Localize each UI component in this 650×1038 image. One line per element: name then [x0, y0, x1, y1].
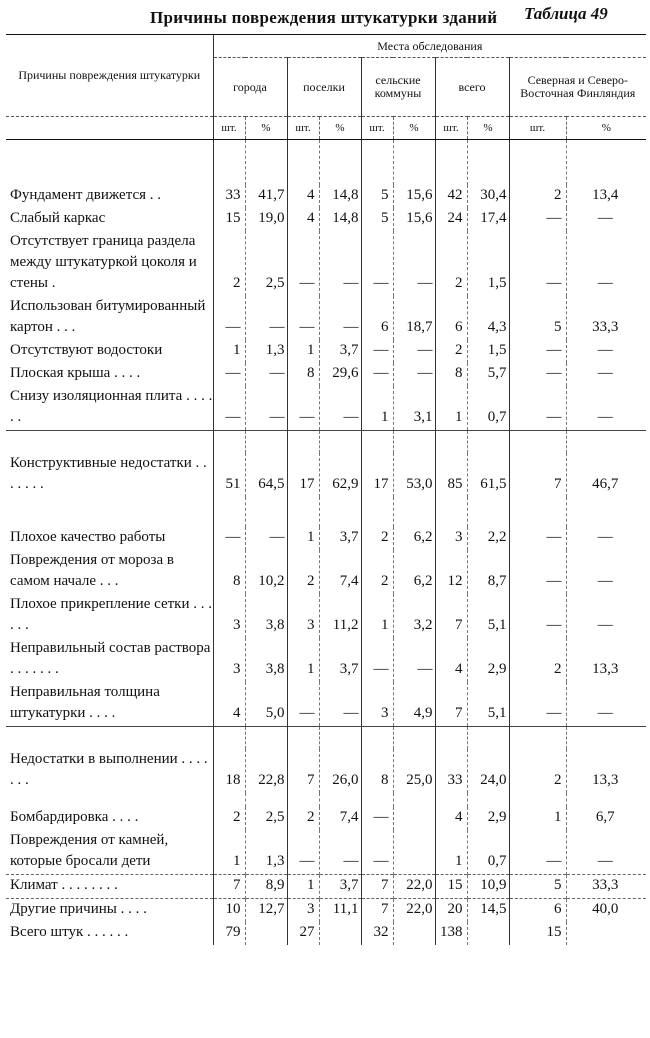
cell-percent: 3,7	[319, 527, 361, 550]
cell-count: —	[509, 231, 566, 296]
table-row	[6, 550, 646, 594]
spacer-row	[6, 497, 646, 527]
row-label: Снизу изоляционная плита . . . . . .	[10, 388, 213, 425]
row-label: Всего штук . . . . . .	[10, 924, 129, 940]
header-reason-spacer	[6, 117, 213, 140]
cell-percent: —	[393, 340, 435, 363]
cell-percent: 33,3	[566, 875, 646, 899]
cell-percent: 8,7	[467, 550, 509, 594]
cell-count: 1	[287, 875, 319, 899]
cell-percent: 5,1	[467, 594, 509, 638]
header-group-cities: города	[213, 58, 287, 117]
cell-count: 1	[287, 527, 319, 550]
cell-count: —	[287, 296, 319, 340]
cell-percent: 18,7	[393, 296, 435, 340]
table-row	[6, 340, 646, 363]
table-row	[6, 185, 646, 208]
cell-count: 8	[213, 550, 245, 594]
cell-percent: 1,5	[467, 231, 509, 296]
table-row	[6, 363, 646, 386]
cell-percent: 2,9	[467, 638, 509, 682]
row-label: Отсутствуют водостоки	[10, 342, 163, 358]
cell-count: 24	[435, 208, 467, 231]
cell-count: 3	[287, 899, 319, 923]
cell-count: —	[287, 231, 319, 296]
cell-percent: 4,9	[393, 682, 435, 727]
cell-percent: —	[566, 231, 646, 296]
cell-percent	[393, 807, 435, 830]
cell-percent: 14,5	[467, 899, 509, 923]
cell-count: 4	[287, 208, 319, 231]
row-label: Другие причины . . . .	[6, 899, 213, 923]
cell-percent: 13,4	[566, 185, 646, 208]
cell-count: 1	[287, 638, 319, 682]
cell-percent: 0,7	[467, 386, 509, 431]
cell-count: —	[287, 830, 319, 875]
cell-percent: 24,0	[467, 749, 509, 793]
table-row	[6, 386, 646, 431]
cell-count: —	[287, 682, 319, 727]
cell-percent: 4,3	[467, 296, 509, 340]
cell-count: 15	[509, 922, 566, 945]
table-row	[6, 638, 646, 682]
cell-count: —	[509, 340, 566, 363]
unit-count: шт.	[509, 117, 566, 140]
cell-count: 17	[361, 453, 393, 497]
cell-count: 10	[213, 899, 245, 923]
cell-percent: 6,2	[393, 550, 435, 594]
table-row	[6, 682, 646, 727]
table-row	[6, 899, 646, 923]
cell-percent: —	[566, 550, 646, 594]
cell-count: 3	[361, 682, 393, 727]
cell-percent: 10,2	[245, 550, 287, 594]
row-label: Плоская крыша . . . .	[10, 365, 141, 381]
row-label: Климат . . . . . . . .	[6, 875, 213, 899]
cell-percent: 3,7	[319, 340, 361, 363]
cell-count: —	[213, 296, 245, 340]
unit-pct: %	[566, 117, 646, 140]
cell-count: 32	[361, 922, 393, 945]
cell-percent: —	[319, 682, 361, 727]
cell-count: —	[509, 527, 566, 550]
cell-percent	[245, 922, 287, 945]
cell-percent: —	[566, 830, 646, 875]
cell-count: 7	[213, 875, 245, 899]
cell-count: —	[509, 550, 566, 594]
cell-percent: 1,3	[245, 830, 287, 875]
cell-percent: 15,6	[393, 185, 435, 208]
row-label: Неправильный состав раствора . . . . . . .	[10, 640, 211, 677]
header-group-north-finland: Северная и Северо-Восточная Финляндия	[509, 58, 646, 117]
cell-count: 20	[435, 899, 467, 923]
cell-percent: 22,0	[393, 875, 435, 899]
table-row	[6, 527, 646, 550]
cell-count: 33	[435, 749, 467, 793]
cell-count: 79	[213, 922, 245, 945]
cell-count: —	[287, 386, 319, 431]
cell-count: 1	[213, 830, 245, 875]
cell-percent: —	[566, 340, 646, 363]
cell-percent: 5,1	[467, 682, 509, 727]
cell-count: —	[509, 208, 566, 231]
row-label: Плохое прикрепление сетки . . . . . .	[10, 596, 212, 633]
table-row	[6, 453, 646, 497]
cell-count: 7	[435, 682, 467, 727]
row-label: Отсутствует граница раздела между штукатуркой цоколя и стены .	[10, 233, 197, 291]
cell-count: 3	[213, 638, 245, 682]
cell-count: 3	[435, 527, 467, 550]
cell-percent	[393, 830, 435, 875]
cell-percent: 15,6	[393, 208, 435, 231]
cell-percent: 64,5	[245, 453, 287, 497]
cell-percent: 12,7	[245, 899, 287, 923]
cell-percent: 2,5	[245, 807, 287, 830]
cell-percent: 5,7	[467, 363, 509, 386]
cell-percent: 40,0	[566, 899, 646, 923]
spacer-row	[6, 431, 646, 454]
cell-count: —	[361, 231, 393, 296]
cell-percent: —	[245, 527, 287, 550]
cell-count: 5	[509, 875, 566, 899]
table-row	[6, 208, 646, 231]
cell-percent: —	[566, 594, 646, 638]
cell-count: 138	[435, 922, 467, 945]
cell-percent: 53,0	[393, 453, 435, 497]
cell-percent: 62,9	[319, 453, 361, 497]
cell-count: 2	[213, 807, 245, 830]
cell-percent: 6,7	[566, 807, 646, 830]
cell-count: 8	[435, 363, 467, 386]
cell-count: 5	[509, 296, 566, 340]
unit-count: шт.	[287, 117, 319, 140]
cell-percent: 3,8	[245, 638, 287, 682]
unit-count: шт.	[213, 117, 245, 140]
cell-percent: 10,9	[467, 875, 509, 899]
cell-percent: —	[245, 296, 287, 340]
row-label: Повреждения от камней, которые бросали дети	[10, 832, 169, 869]
table-row	[6, 296, 646, 340]
cell-percent: 3,7	[319, 638, 361, 682]
row-label: Фундамент движется . .	[10, 187, 162, 203]
header-group-settlements: поселки	[287, 58, 361, 117]
cell-count: 2	[361, 550, 393, 594]
cell-count: 1	[213, 340, 245, 363]
cell-count: —	[361, 638, 393, 682]
header-group-rural: сельские коммуны	[361, 58, 435, 117]
cell-count: 4	[435, 807, 467, 830]
cell-count: 2	[509, 638, 566, 682]
cell-count: 33	[213, 185, 245, 208]
cell-count: 4	[435, 638, 467, 682]
cell-count: 6	[509, 899, 566, 923]
cell-count: 2	[509, 185, 566, 208]
cell-percent	[467, 922, 509, 945]
cell-percent: 17,4	[467, 208, 509, 231]
table-title: Причины повреждения штукатурки зданий	[150, 8, 498, 27]
cell-count: 2	[213, 231, 245, 296]
cell-percent: 13,3	[566, 749, 646, 793]
cell-count: —	[213, 386, 245, 431]
cell-count: 15	[435, 875, 467, 899]
cell-count: 8	[361, 749, 393, 793]
cell-count: —	[361, 340, 393, 363]
unit-pct: %	[467, 117, 509, 140]
cell-count: 27	[287, 922, 319, 945]
cell-percent: 13,3	[566, 638, 646, 682]
cell-count: 5	[361, 185, 393, 208]
table-row	[6, 594, 646, 638]
cell-percent: —	[319, 830, 361, 875]
row-label: Слабый каркас	[10, 210, 106, 226]
cell-count: 42	[435, 185, 467, 208]
table-row	[6, 830, 646, 875]
cell-count: 2	[435, 340, 467, 363]
cell-count: 7	[361, 899, 393, 923]
unit-count: шт.	[435, 117, 467, 140]
cell-percent: 3,2	[393, 594, 435, 638]
cell-percent: 1,3	[245, 340, 287, 363]
cell-count: 2	[287, 550, 319, 594]
row-label: Конструктивные недостатки . . . . . . .	[10, 455, 207, 492]
table-row	[6, 231, 646, 296]
cell-percent: 11,1	[319, 899, 361, 923]
table-row	[6, 749, 646, 793]
cell-count: 15	[213, 208, 245, 231]
cell-count: 1	[509, 807, 566, 830]
cell-count: 4	[287, 185, 319, 208]
cell-count: 3	[287, 594, 319, 638]
cell-percent: 3,8	[245, 594, 287, 638]
row-label: Недостатки в выполнении . . . . . . .	[10, 751, 208, 788]
cell-percent: —	[566, 386, 646, 431]
cell-percent: 22,0	[393, 899, 435, 923]
cell-percent: —	[393, 231, 435, 296]
table-number: Таблица 49	[524, 4, 608, 23]
cell-percent: 3,1	[393, 386, 435, 431]
cell-count: 1	[435, 830, 467, 875]
unit-count: шт.	[361, 117, 393, 140]
cell-count: 2	[509, 749, 566, 793]
cell-percent: —	[245, 363, 287, 386]
cell-count: 2	[361, 527, 393, 550]
cell-count: —	[509, 363, 566, 386]
cell-percent: 1,5	[467, 340, 509, 363]
cell-percent: 0,7	[467, 830, 509, 875]
cell-percent: —	[566, 208, 646, 231]
cell-count: —	[509, 682, 566, 727]
cell-percent: 5,0	[245, 682, 287, 727]
unit-pct: %	[319, 117, 361, 140]
cell-percent: 33,3	[566, 296, 646, 340]
row-label: Плохое качество работы	[10, 529, 166, 545]
cell-count: —	[213, 363, 245, 386]
table-body	[6, 140, 646, 946]
table-row	[6, 807, 646, 830]
table-row	[6, 875, 646, 899]
cell-percent: 8,9	[245, 875, 287, 899]
cell-percent: 2,2	[467, 527, 509, 550]
cell-count: —	[361, 363, 393, 386]
row-label: Неправильная толщина штукатурки . . . .	[10, 684, 160, 721]
cell-count: —	[509, 386, 566, 431]
row-label: Использован битумированный картон . . .	[10, 298, 206, 335]
cell-percent	[393, 922, 435, 945]
cell-count: 1	[287, 340, 319, 363]
cell-percent: —	[393, 638, 435, 682]
cell-count: 17	[287, 453, 319, 497]
spacer-row	[6, 727, 646, 750]
cell-count: 7	[435, 594, 467, 638]
cell-percent: 2,5	[245, 231, 287, 296]
cell-count: 4	[213, 682, 245, 727]
cell-percent: 7,4	[319, 807, 361, 830]
cell-percent: —	[319, 296, 361, 340]
cell-percent: 14,8	[319, 208, 361, 231]
cell-percent: 3,7	[319, 875, 361, 899]
cell-count: —	[361, 807, 393, 830]
cell-count: 85	[435, 453, 467, 497]
cell-percent: 19,0	[245, 208, 287, 231]
cell-percent: 61,5	[467, 453, 509, 497]
cell-percent: 7,4	[319, 550, 361, 594]
unit-pct: %	[393, 117, 435, 140]
cell-count: 8	[287, 363, 319, 386]
cell-count: 2	[435, 231, 467, 296]
cell-count: 7	[509, 453, 566, 497]
cell-percent: —	[566, 363, 646, 386]
cell-percent: 30,4	[467, 185, 509, 208]
spacer-row	[6, 793, 646, 807]
cell-percent: 11,2	[319, 594, 361, 638]
cell-count: 51	[213, 453, 245, 497]
cell-percent: 25,0	[393, 749, 435, 793]
damage-causes-table	[6, 34, 646, 945]
cell-count: 1	[435, 386, 467, 431]
row-label: Повреждения от мороза в самом начале . . .	[10, 552, 174, 589]
row-label: Бомбардировка . . . .	[10, 809, 139, 825]
header-group-total: всего	[435, 58, 509, 117]
cell-count: —	[509, 830, 566, 875]
cell-count: 3	[213, 594, 245, 638]
table-row	[6, 922, 646, 945]
spacer-row	[6, 140, 646, 186]
cell-percent: 22,8	[245, 749, 287, 793]
cell-count: 18	[213, 749, 245, 793]
cell-count: 6	[361, 296, 393, 340]
cell-percent: 26,0	[319, 749, 361, 793]
cell-count: 6	[435, 296, 467, 340]
cell-count: —	[213, 527, 245, 550]
header-reason: Причины повреждения штукатурки	[6, 35, 213, 117]
cell-count: 7	[287, 749, 319, 793]
cell-percent: —	[319, 386, 361, 431]
cell-percent: 41,7	[245, 185, 287, 208]
cell-percent: —	[393, 363, 435, 386]
cell-percent: 29,6	[319, 363, 361, 386]
cell-count: 12	[435, 550, 467, 594]
cell-percent: —	[566, 682, 646, 727]
cell-percent: 6,2	[393, 527, 435, 550]
unit-pct: %	[245, 117, 287, 140]
header-places: Места обследования	[213, 35, 646, 58]
cell-percent	[319, 922, 361, 945]
cell-count: 1	[361, 594, 393, 638]
cell-count: 1	[361, 386, 393, 431]
cell-count: 5	[361, 208, 393, 231]
cell-percent	[566, 922, 646, 945]
cell-count: —	[361, 830, 393, 875]
cell-percent: —	[566, 527, 646, 550]
cell-count: —	[509, 594, 566, 638]
cell-percent: —	[245, 386, 287, 431]
cell-percent: 14,8	[319, 185, 361, 208]
cell-percent: 2,9	[467, 807, 509, 830]
cell-percent: —	[319, 231, 361, 296]
cell-count: 7	[361, 875, 393, 899]
cell-count: 2	[287, 807, 319, 830]
cell-percent: 46,7	[566, 453, 646, 497]
